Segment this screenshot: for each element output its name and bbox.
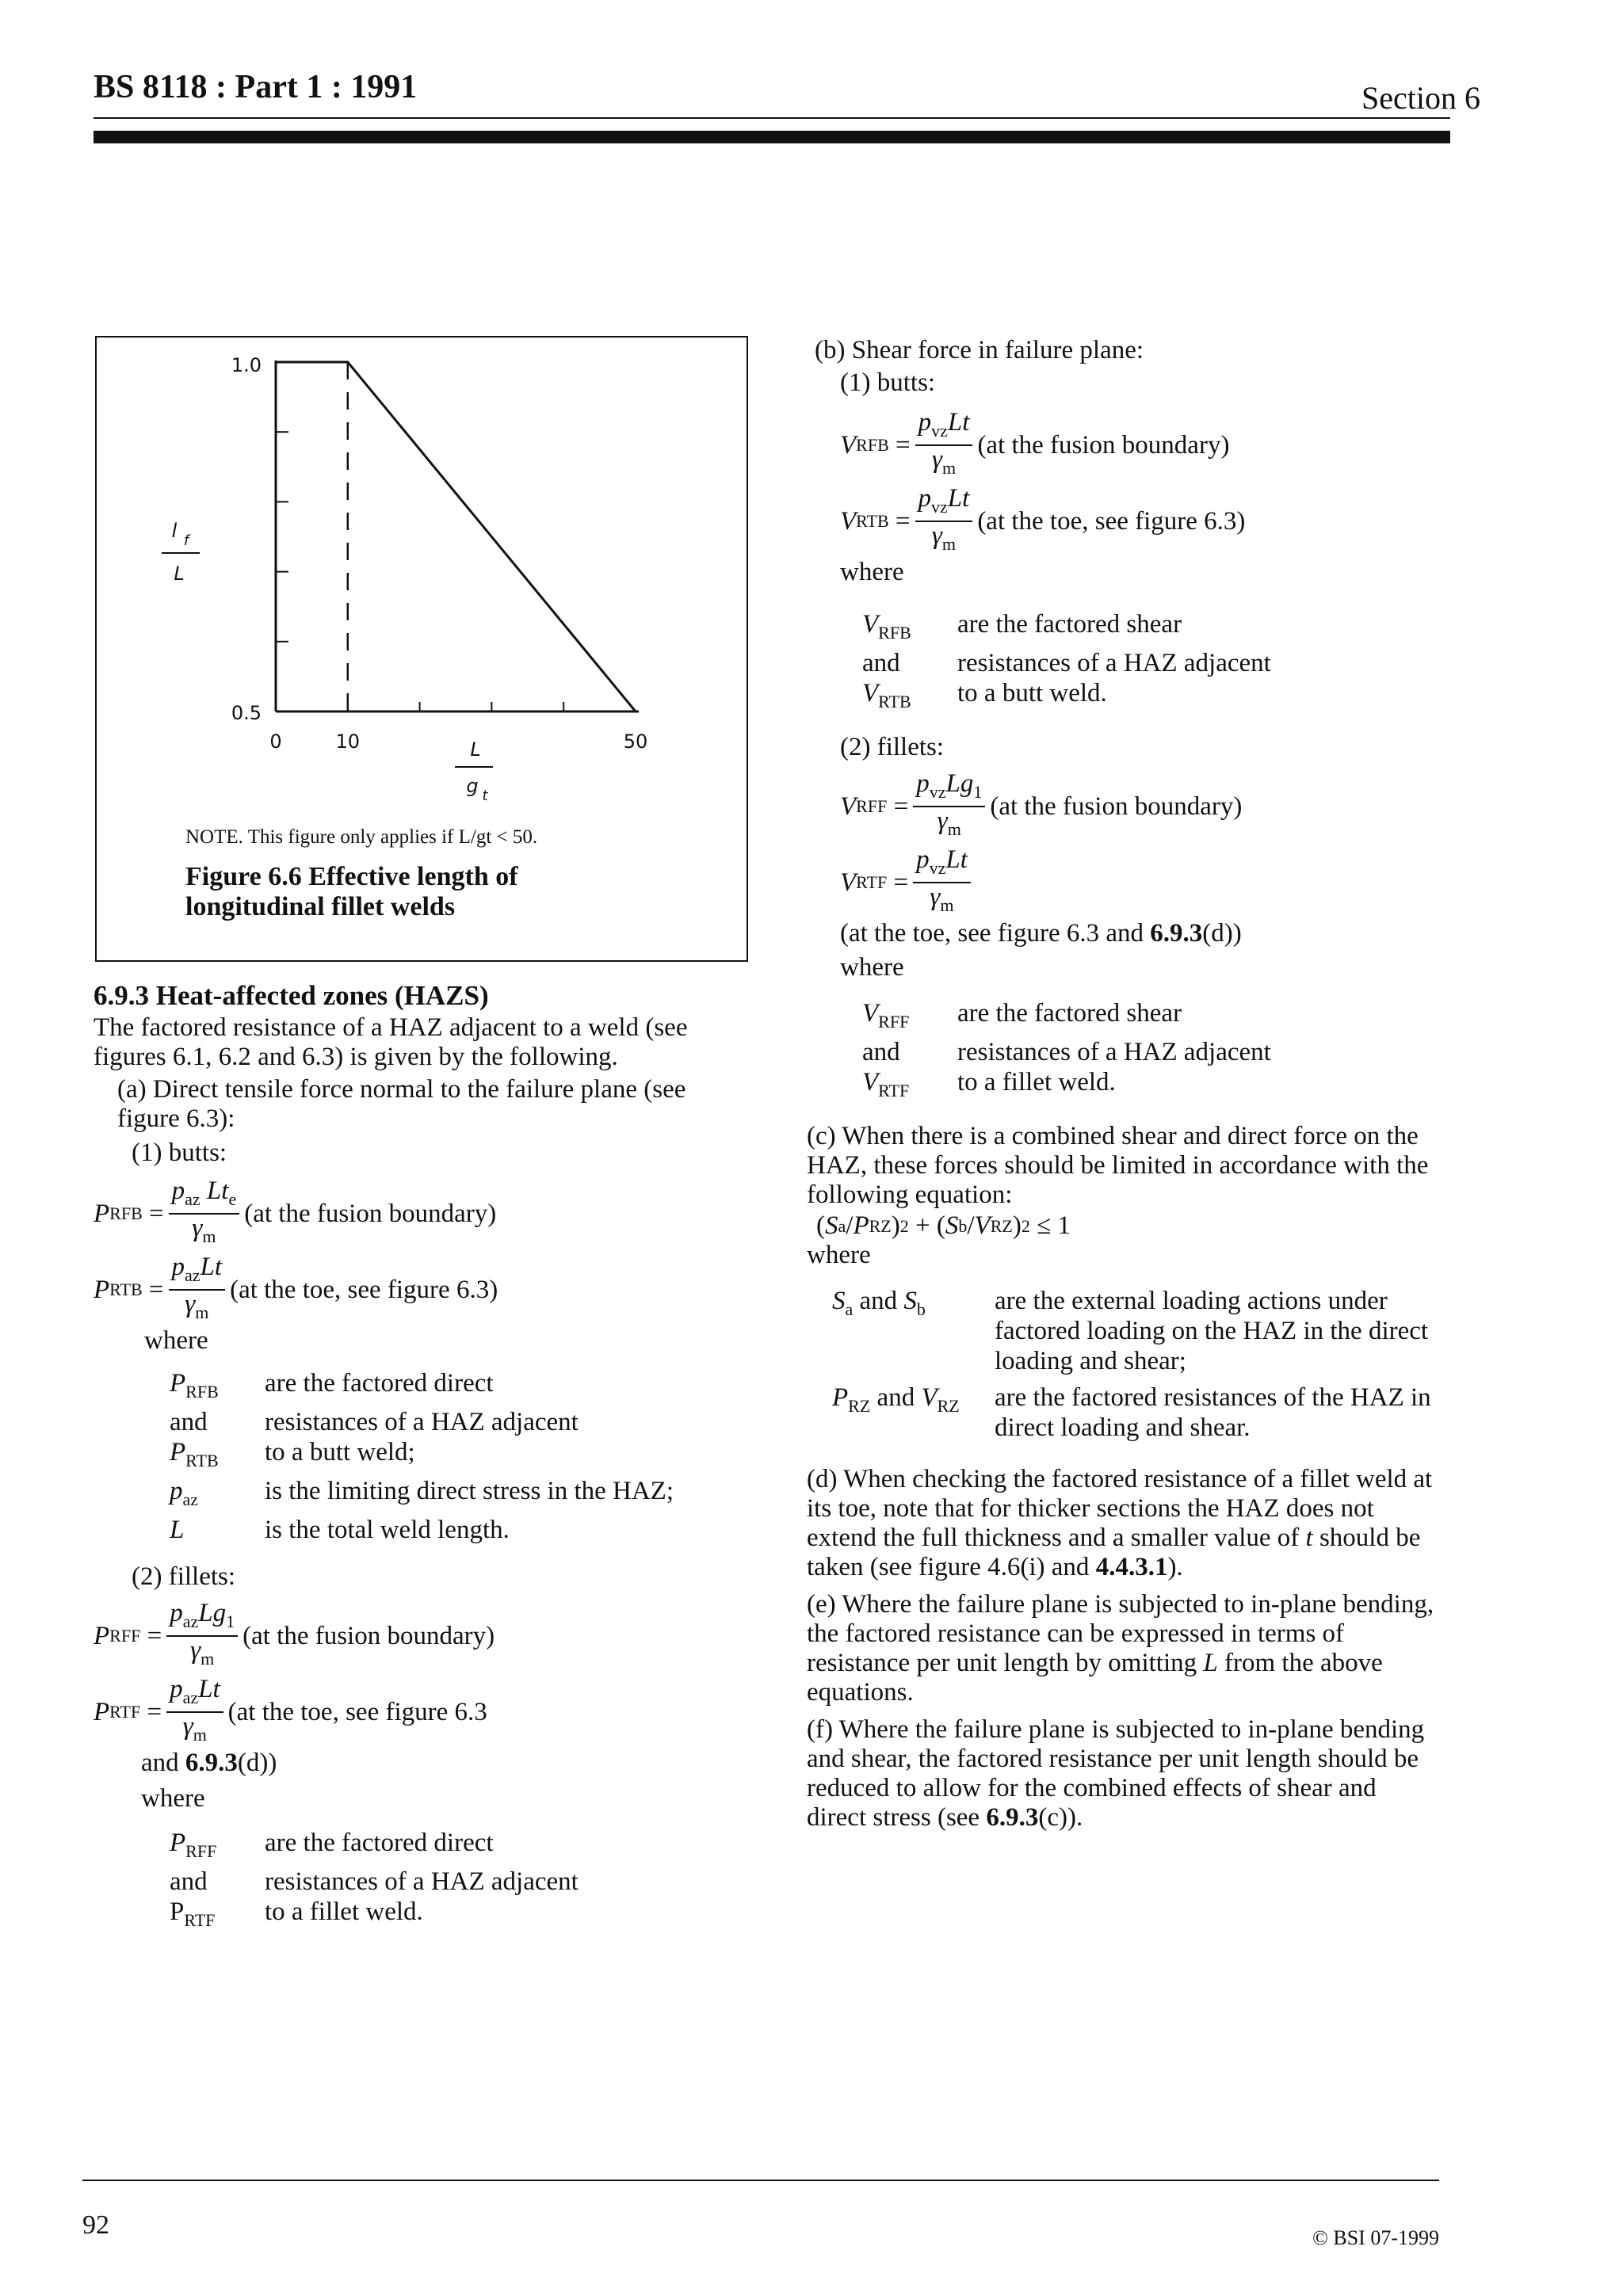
copyright: © BSI 07-1999 <box>1312 2226 1439 2249</box>
figure-caption-line1: Figure 6.6 Effective length of <box>185 862 518 891</box>
where-label: where <box>144 1326 208 1355</box>
figure-note: NOTE. This figure only applies if L/gt < 50. <box>185 826 538 848</box>
y-axis-label-den: L <box>174 563 185 585</box>
eq-vrtf-cont: (at the toe, see figure 6.3 and 6.9.3(d)) <box>840 919 1242 948</box>
eq-prfb: P RFB = $\frac{p_{az} Lt_e}{\gamma_m}$ (at the fusion boundary) <box>94 1177 497 1246</box>
y-tick-label-bottom: 0.5 <box>231 702 262 724</box>
x-tick-label-50: 50 <box>623 730 648 753</box>
header-rule-thin <box>94 117 1450 119</box>
eq-vrtb: V RTB = $\frac{p_{vz}Lt}{\gamma_m}$ (at the toe, see figure 6.3) <box>840 484 1246 554</box>
y-tick-label-top: 1.0 <box>231 354 262 376</box>
definitions-table-4: $V_{RFF}$ are the factored shear and resistances of a HAZ adjacent $V_{RTF}$ to a fillet weld. <box>862 999 1271 1100</box>
where-label-2: where <box>141 1784 205 1813</box>
section-label: Section 6 <box>1361 80 1480 116</box>
definitions-table-1: $P_{RFB}$ are the factored direct and resistances of a HAZ adjacent $P_{RTB}$ to a butt weld; $p_{az}$ is the limiting direct stress in the HAZ; L is the total weld length. <box>170 1369 674 1544</box>
eq-prtf: P RTF = $\frac{p_{az}Lt}{\gamma_m}$ (at the toe, see figure 6.3 <box>94 1675 487 1745</box>
item-d-text: (d) When checking the factored resistance of a fillet weld at its toe, note that for thicker sections the HAZ does not extend the full thickness and a smaller value of t should be taken (see figure 4.6(i) and 4.4.3.1). <box>807 1465 1433 1581</box>
x-axis-label-den-sub: t <box>482 788 488 804</box>
item-a-fillets: (2) fillets: <box>132 1562 236 1591</box>
item-a-butts: (1) butts: <box>132 1138 227 1167</box>
x-axis-label-num: L <box>470 738 481 761</box>
doc-reference: BS 8118 : Part 1 : 1991 <box>94 69 418 105</box>
y-axis-label-num-sub: f <box>183 532 189 549</box>
eq-prtb: P RTB = $\frac{p_{az}Lt}{\gamma_m}$ (at the toe, see figure 6.3) <box>94 1253 498 1322</box>
x-axis-label-den: g <box>466 775 479 797</box>
eq-combined: ( S a / P RZ ) 2 + ( S b / V RZ ) 2 ≤ 1 <box>816 1211 1071 1240</box>
item-b-title: (b) Shear force in failure plane: <box>815 336 1144 364</box>
header-rule-thick <box>94 131 1450 143</box>
item-a-title: (a) Direct tensile force normal to the failure plane (see figure 6.3): <box>117 1075 686 1133</box>
page-number: 92 <box>82 2210 109 2240</box>
footer-rule <box>82 2180 1439 2181</box>
series-line <box>276 362 636 711</box>
eq-vrtf: V RTF = $\frac{p_{vz}Lt}{\gamma_m}$ <box>840 846 1441 919</box>
where-label-4: where <box>840 953 904 982</box>
section-heading: 6.9.3 Heat-affected zones (HAZS) <box>94 980 489 1011</box>
where-label-3: where <box>840 558 904 586</box>
definitions-table-2: $P_{RFF}$ are the factored direct and resistances of a HAZ adjacent $P_{RTF}$ to a fillet weld. <box>170 1829 579 1930</box>
eq-vrff: V RFF = $\frac{p_{vz}Lg_1}{\gamma_m}$ (at the fusion boundary) <box>840 769 1243 839</box>
where-label-5: where <box>807 1241 871 1269</box>
eq-prff: P RFF = $\frac{p_{az}Lg_1}{\gamma_m}$ (at the fusion boundary) <box>94 1599 495 1669</box>
x-tick-label-10: 10 <box>335 730 361 753</box>
definitions-table-5: $S_a$ and $S_b$ are the external loading actions under factored loading on the HAZ in the direct loading and shear; $P_{RZ}$ and $V_{RZ}$ are the factored resistances of the HAZ in direct loading and shear. <box>832 1287 1431 1442</box>
item-b-butts: (1) butts: <box>840 368 936 397</box>
item-b-fillets: (2) fillets: <box>840 733 945 761</box>
x-tick-label-0: 0 <box>269 730 282 753</box>
eq-vrfb: V RFB = $\frac{p_{vz}Lt}{\gamma_m}$ (at the fusion boundary) <box>840 408 1230 478</box>
figure-box <box>95 336 748 962</box>
figure-caption-line2: longitudinal fillet welds <box>185 892 456 921</box>
definitions-table-3: $V_{RFB}$ are the factored shear and resistances of a HAZ adjacent $V_{RTB}$ to a butt weld. <box>862 610 1271 711</box>
intro-paragraph: The factored resistance of a HAZ adjacent to a weld (see figures 6.1, 6.2 and 6.3) is given by the following. <box>94 1013 688 1071</box>
y-axis-label-num: l <box>171 520 178 542</box>
eq-prtf-cont: and 6.9.3(d)) <box>141 1749 277 1777</box>
item-e-text: (e) Where the failure plane is subjected to in-plane bending, the factored resistance can be expressed in terms of resistance per unit length by omitting L from the above equations. <box>807 1590 1434 1707</box>
item-c-text: (c) When there is a combined shear and direct force on the HAZ, these forces should be limited in accordance with the following equation: <box>807 1122 1429 1209</box>
item-f-text: (f) Where the failure plane is subjected to in-plane bending and shear, the factored resistance per unit length should be reduced to allow for the combined effects of shear and direct stress (see 6.9.3(c)). <box>807 1715 1425 1832</box>
